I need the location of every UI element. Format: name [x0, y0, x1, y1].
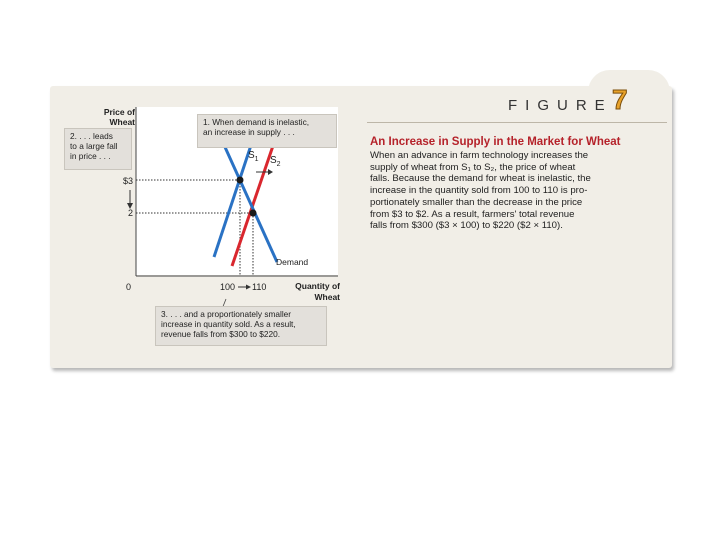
price-tick-3: $3 [122, 176, 133, 186]
callout-line: revenue falls from $300 to $220. [161, 329, 280, 340]
s2-label: $S_2$ [270, 155, 281, 168]
quantity-tick-110: 110 [252, 282, 267, 292]
caption-line: falls. Because the demand for wheat is inelastic, the [370, 173, 591, 185]
equilibrium-point-2 [250, 210, 257, 217]
x-axis-label: Quantity of [295, 281, 340, 291]
caption-line: falls from $300 ($3 × 100) to $220 ($2 × 110). [370, 220, 563, 232]
demand-label: Demand [276, 257, 309, 267]
callout-line: an increase in supply . . . [203, 127, 295, 138]
caption-line: portionately smaller than the decrease in the price [370, 196, 583, 208]
callout-price-fall [64, 128, 132, 170]
s1-label: $S_1$ [248, 150, 259, 163]
figure-number: 7 [612, 84, 628, 115]
equilibrium-point-1 [237, 177, 244, 184]
callout-quantity-rise [155, 306, 327, 346]
caption-line: supply of wheat from S₁ to S₂, the price of wheat [370, 161, 576, 173]
figure-title: An Increase in Supply in the Market for Wheat [370, 136, 621, 148]
callout-line: in price . . . [70, 151, 111, 162]
x-axis-label: Wheat [314, 292, 340, 302]
callout-line: 2. . . . leads [70, 131, 113, 141]
figure-word: FIGURE [508, 97, 613, 114]
y-axis-label: Wheat [109, 117, 135, 127]
callout-line: 3. . . . and a proportionately smaller [161, 309, 292, 319]
y-axis-label: Price of [103, 107, 135, 117]
callout-line: increase in quantity sold. As a result, [161, 319, 296, 330]
price-tick-2: 2 [127, 208, 133, 218]
callout-line: 1. When demand is inelastic, [203, 117, 310, 127]
caption-line: When an advance in farm technology increases the [370, 150, 589, 161]
quantity-rise-arrowhead [246, 285, 251, 290]
callout-supply-increase [197, 114, 337, 148]
caption-line: increase in the quantity sold from 100 to 110 is pro- [370, 185, 588, 197]
origin-label: 0 [125, 282, 131, 292]
caption-line: from $3 to $2. As a result, farmers' total revenue [370, 208, 575, 220]
callout-line: to a large fall [70, 141, 118, 152]
quantity-tick-100: 100 [220, 282, 236, 292]
